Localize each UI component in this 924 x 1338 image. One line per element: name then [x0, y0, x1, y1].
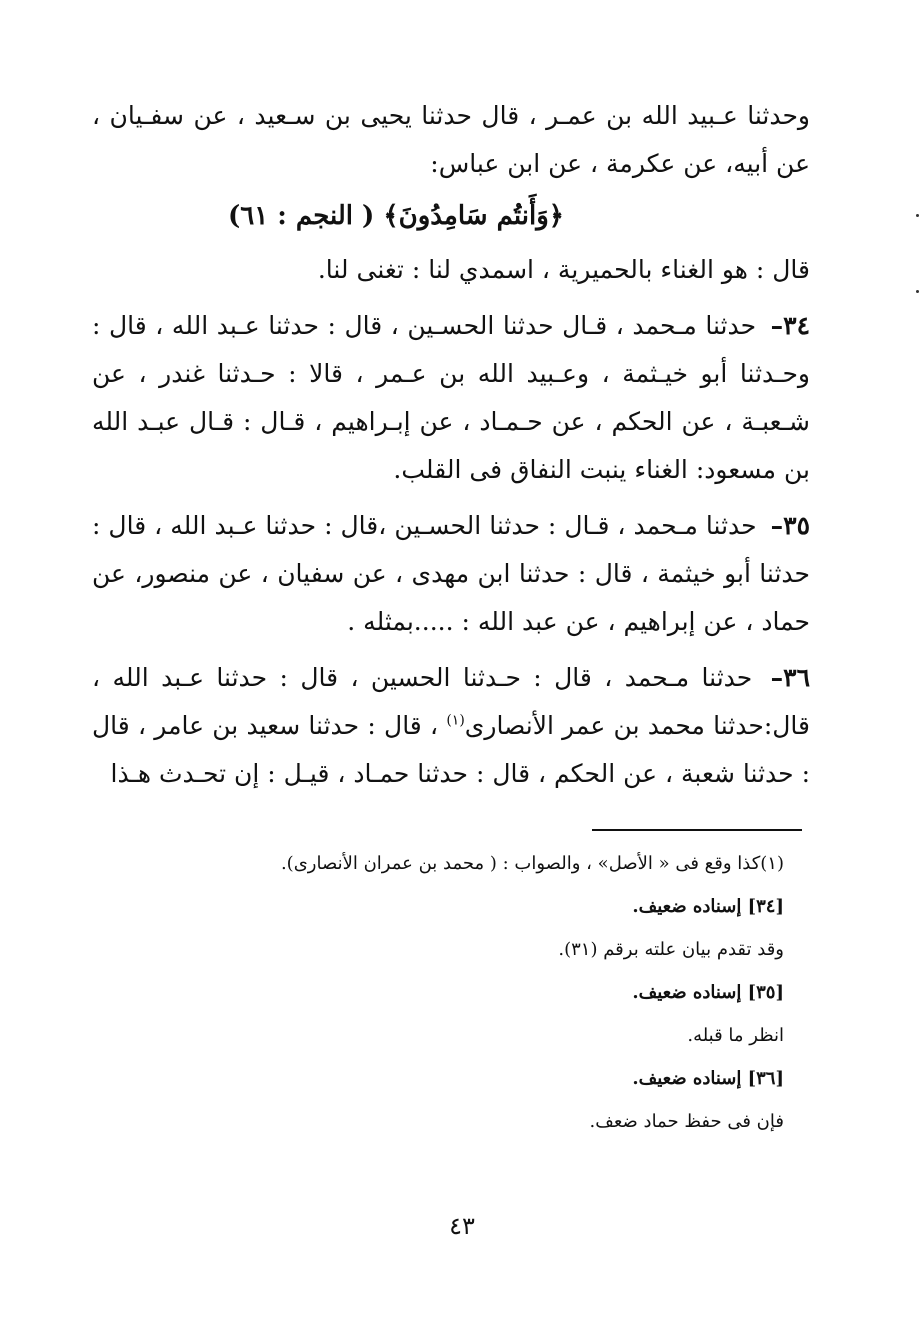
- grading-35-note: انظر ما قبله.: [687, 1025, 784, 1046]
- footnote-reference: (١): [446, 712, 465, 729]
- grading-35-heading: [٣٥] إسناده ضعيف.: [632, 982, 784, 1003]
- paragraph-intro: [92, 92, 810, 188]
- paragraph-intro-text: وحدثنا عـبيد الله بن عمـر ، قال حدثنا يحيى بن سـعيد ، عن سفـيان ، عن أبيه، عن عكرمة ، عن ابن عباس:: [92, 101, 810, 178]
- paragraph-explanation-text: قال : هو الغناء بالحميرية ، اسمدي لنا : تغنى لنا.: [317, 255, 810, 284]
- grading-34-note: وقد تقدم بيان علته برقم (٣١).: [558, 939, 784, 960]
- grading-36-note: فإن فى حفظ حماد ضعف.: [589, 1111, 784, 1132]
- main-text-block: [92, 92, 810, 798]
- footnote-1: (١)كذا وقع فى « الأصل» ، والصواب : ( محمد بن عمران الأنصارى).: [280, 853, 784, 874]
- quran-verse-text: ﴿وَأَنتُم سَامِدُونَ﴾ ( النجم : ٦١): [227, 201, 565, 231]
- hadith-34-number: ٣٤–: [770, 311, 810, 340]
- hadith-36-text-after: ، قال : حدثنا سعيد بن عامر ، قال : حدثنا شعبة ، عن الحكم ، قال : حدثنا حمـاد ، قيـل : إن تحـدث هـذا: [92, 711, 810, 788]
- footnotes-block: [184, 842, 784, 1143]
- scan-speck: [916, 290, 919, 293]
- hadith-36-text-before: حدثنا مـحمد ، قال : حـدثنا الحسين ، قال : حدثنا عـبد الله ، قال:حدثنا محمد بن عمر الأنصارى: [92, 663, 810, 740]
- hadith-35: [92, 502, 810, 646]
- paragraph-explanation: [92, 246, 810, 294]
- footnote-divider: [592, 829, 802, 831]
- hadith-35-number: ٣٥–: [770, 511, 810, 540]
- hadith-36: [92, 654, 810, 798]
- page-number: ٤٣: [449, 1212, 475, 1240]
- hadith-34-text: حدثنا مـحمد ، قـال حدثنا الحسـين ، قال : حدثنا عـبد الله ، قال : وحـدثنا أبو خيـثمة ، وعـبيد الله بن عـمر ، قالا : حـدثنا غندر ، عن شـعبـة ، عن الحكم ، عن حـمـاد ، عن إبـراهيم ، قـال : قـال عبـد الله بن مسعود: الغناء ينبت النفاق فى القلب.: [92, 311, 810, 484]
- hadith-34: [92, 302, 810, 494]
- hadith-36-number: ٣٦–: [770, 663, 810, 692]
- grading-34-heading: [٣٤] إسناده ضعيف.: [632, 896, 784, 917]
- scan-speck: [916, 214, 919, 217]
- hadith-35-text: حدثنا مـحمد ، قـال : حدثنا الحسـين ،قال : حدثنا عـبد الله ، قال : حدثنا أبو خيثمة ، قال : حدثنا ابن مهدى ، عن سفيان ، عن منصور، عن حماد ، عن إبراهيم ، عن عبد الله : .....بمثله .: [92, 511, 810, 636]
- quran-verse: [92, 192, 810, 240]
- grading-36-heading: [٣٦] إسناده ضعيف.: [632, 1068, 784, 1089]
